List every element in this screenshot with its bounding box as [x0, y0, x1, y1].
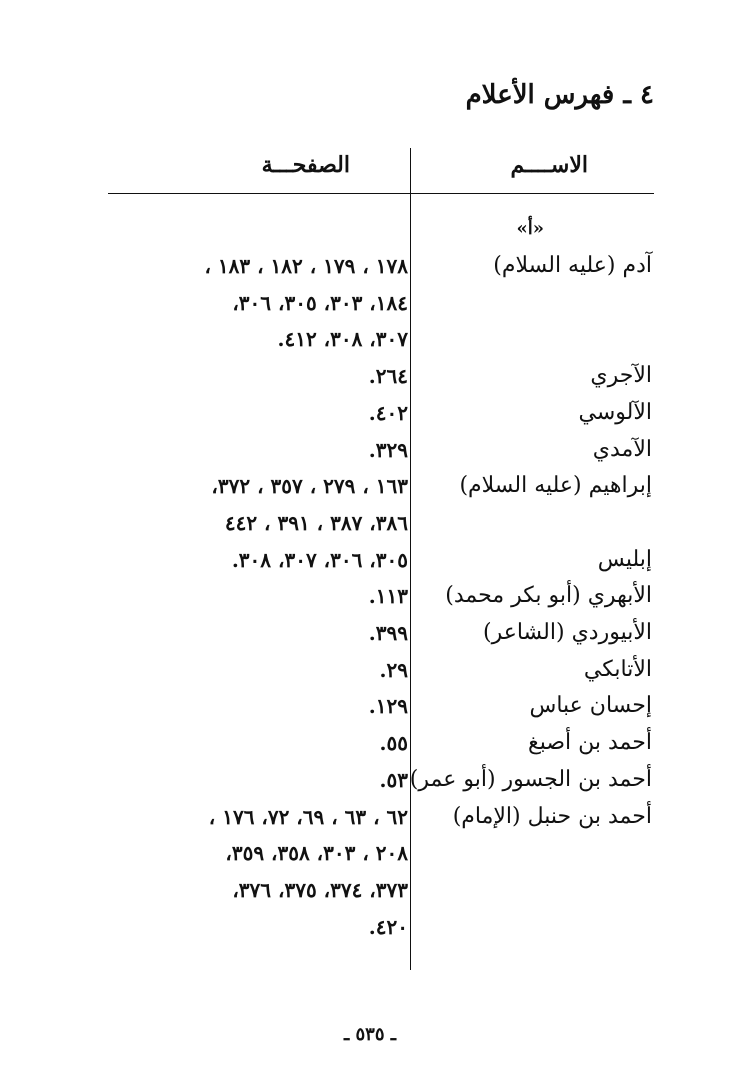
index-row — [0, 615, 740, 651]
entry-pages: ١٦٣ ، ٢٧٩ ، ٣٥٧ ، ٣٧٢، — [211, 474, 408, 499]
index-row — [0, 248, 740, 284]
entry-name: آدم (عليه السلام) — [493, 253, 652, 278]
entry-pages: ٣٠٧، ٣٠٨، ٤١٢. — [277, 327, 408, 352]
entry-pages: ٢٦٤. — [368, 364, 408, 389]
index-row — [0, 358, 740, 394]
entry-name: أحمد بن حنبل (الإمام) — [452, 803, 652, 829]
index-row — [0, 762, 740, 798]
entry-name: أحمد بن الجسور (أبو عمر) — [409, 766, 652, 792]
entry-name: إحسان عباس — [529, 693, 652, 719]
index-row — [0, 432, 740, 468]
index-row — [0, 578, 740, 614]
index-row — [0, 725, 740, 761]
index-row — [0, 688, 740, 724]
index-row — [0, 652, 740, 688]
entry-pages: ٣٠٥، ٣٠٦، ٣٠٧، ٣٠٨. — [231, 547, 408, 572]
page-number: ـ ٥٣٥ ـ — [343, 1024, 397, 1045]
entry-pages: ٤٠٢. — [368, 400, 408, 425]
section-letter: «أ» — [516, 218, 544, 239]
index-row — [0, 285, 740, 321]
entry-pages: ١١٣. — [368, 584, 408, 609]
entry-pages: ٢٩. — [379, 657, 408, 682]
entry-pages: ١٨٤، ٣٠٣، ٣٠٥، ٣٠٦، — [232, 290, 408, 315]
index-row — [0, 321, 740, 357]
entry-pages: ١٧٨ ، ١٧٩ ، ١٨٢ ، ١٨٣ ، — [204, 254, 408, 278]
index-row — [0, 909, 740, 945]
entry-pages: ٣٢٩. — [368, 437, 408, 462]
entry-pages: ٥٣. — [379, 767, 408, 792]
entry-pages: ٣٨٦، ٣٨٧ ، ٣٩١ ، ٤٤٢ — [224, 510, 408, 535]
index-row — [0, 835, 740, 871]
index-row — [0, 468, 740, 504]
entry-name: الآمدي — [592, 436, 652, 462]
page-title: ٤ ـ فهرس الأعلام — [465, 80, 654, 110]
entry-name: الأبهري (أبو بكر محمد) — [445, 583, 652, 609]
index-row — [0, 799, 740, 835]
index-row — [0, 395, 740, 431]
entry-pages: ٣٩٩. — [368, 621, 408, 645]
entry-pages: ٢٠٨ ، ٣٠٣، ٣٥٨، ٣٥٩، — [225, 841, 408, 866]
entry-name: الأبيوردي (الشاعر) — [483, 620, 652, 645]
column-header-name: الاســــم — [510, 152, 588, 178]
column-header-page: الصفحـــة — [261, 152, 350, 178]
entry-name: أحمد بن أصبغ — [528, 730, 652, 756]
entry-pages: ٦٢ ، ٦٣ ، ٦٩، ٧٢، ١٧٦ ، — [208, 804, 408, 829]
entry-name: الآلوسي — [578, 399, 652, 425]
entry-pages: ٤٢٠. — [368, 914, 408, 939]
entry-name: إبليس — [597, 546, 652, 572]
entry-pages: ١٢٩. — [368, 694, 408, 719]
entry-name: الأتابكي — [583, 656, 652, 682]
entry-pages: ٥٥. — [379, 731, 408, 756]
entry-pages: ٣٧٣، ٣٧٤، ٣٧٥، ٣٧٦، — [232, 877, 408, 902]
entry-name: الآجري — [590, 363, 652, 389]
index-row — [0, 505, 740, 541]
index-row — [0, 542, 740, 578]
index-row — [0, 872, 740, 908]
entry-name: إبراهيم (عليه السلام) — [459, 473, 652, 499]
